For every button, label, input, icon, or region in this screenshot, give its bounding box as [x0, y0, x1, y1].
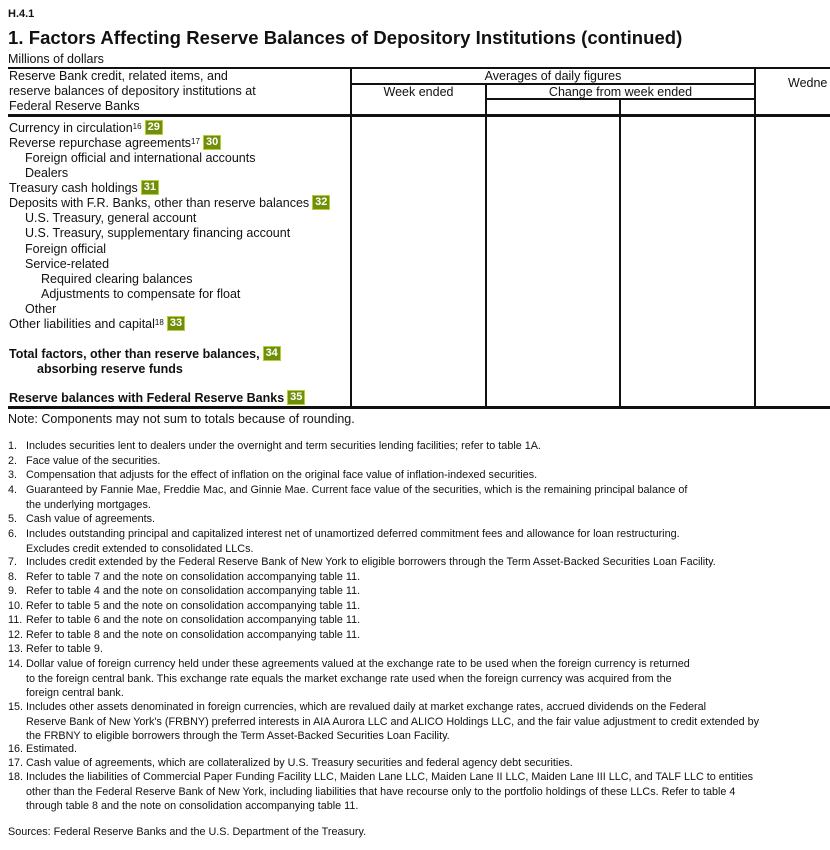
row-number-badge: 29 — [145, 120, 163, 135]
footnote-number: 4. — [8, 484, 18, 496]
column-divider-3 — [619, 99, 621, 408]
footnote-text: the FRBNY to eligible borrowers through the Term Asset-Backed Securities Loan Facility. — [26, 730, 450, 743]
row-number-badge: 32 — [312, 195, 330, 210]
footnote-text: Includes securities lent to dealers under the overnight and term securities lending facilities; refer to table 1A. — [26, 440, 541, 452]
footnote-text: foreign central bank. — [26, 687, 124, 700]
footnote-item — [8, 454, 160, 469]
footnote-text: Includes the liabilities of Commercial Paper Funding Facility LLC, Maiden Lane LLC, Maiden Lane II LLC, Maiden Lane III LLC, and TALF LLC to entities — [26, 771, 753, 783]
table-row: Required clearing balances — [41, 272, 193, 286]
footnote-text: Excludes credit extended to consolidated LLCs. — [26, 542, 254, 555]
footnote-number: 10. — [8, 600, 24, 612]
footnote-number: 6. — [8, 528, 18, 540]
footnote-item — [8, 642, 103, 657]
table-row: U.S. Treasury, general account — [25, 211, 197, 225]
row-label: Reserve balances with Federal Reserve Banks — [9, 391, 285, 405]
row-number-badge: 31 — [141, 180, 159, 195]
total-factors-row — [9, 347, 281, 362]
table-row: Service-related — [25, 257, 110, 271]
footnote-item — [8, 468, 537, 483]
column-header-wednesday: Wedne — [788, 76, 828, 90]
footnote-number: 14. — [8, 658, 24, 670]
footnote-number: 12. — [8, 629, 24, 641]
footnote-text: Refer to table 4 and the note on consolidation accompanying table 11. — [26, 585, 361, 597]
footnote-text: through table 8 and the note on consolidation accompanying table 11. — [26, 800, 359, 813]
footnote-text: Refer to table 8 and the note on consolidation accompanying table 11. — [26, 629, 361, 641]
footnote-item — [8, 599, 360, 614]
footnote-number: 5. — [8, 513, 18, 525]
row-number-badge: 35 — [287, 390, 305, 405]
footnote-number: 7. — [8, 556, 18, 568]
footnote-number: 17. — [8, 757, 24, 769]
table-row: Other — [25, 302, 57, 316]
row-label: Deposits with F.R. Banks, other than reserve balances — [9, 196, 310, 210]
column-divider-2 — [485, 84, 487, 408]
rounding-note: Note: Components may not sum to totals because of rounding. — [8, 412, 355, 426]
header-bottom-border — [8, 114, 830, 117]
stub-header-line: reserve balances of depository institutions at — [9, 84, 256, 98]
footnote-text: Includes credit extended by the Federal Reserve Bank of New York to eligible borrowers through the Term Asset-Backed Securities Loan Facility. — [26, 556, 716, 568]
footnote-ref: 16 — [132, 122, 142, 131]
footnote-text: to the foreign central bank. This exchange rate equals the market exchange rate used when the foreign currency was acquired from the — [26, 672, 672, 685]
table-row — [9, 181, 159, 196]
footnote-number: 16. — [8, 743, 24, 755]
footnote-number: 15. — [8, 701, 24, 713]
footnote-number: 13. — [8, 643, 24, 655]
footnote-item — [8, 613, 360, 628]
row-number-badge: 34 — [263, 346, 281, 361]
row-number-badge: 33 — [167, 316, 185, 331]
reserve-balances-row — [9, 391, 305, 406]
footnote-item — [8, 756, 573, 771]
table-row: Foreign official — [25, 242, 107, 256]
footnote-text: Refer to table 6 and the note on consolidation accompanying table 11. — [26, 614, 361, 626]
footnote-number: 3. — [8, 469, 18, 481]
footnote-text: the underlying mortgages. — [26, 498, 151, 511]
footnote-item — [8, 742, 77, 757]
footnote-text: Refer to table 9. — [26, 643, 103, 655]
footnote-item — [8, 483, 687, 512]
row-label: Total factors, other than reserve balances, — [9, 347, 260, 361]
footnote-text: Dollar value of foreign currency held under these agreements valued at the exchange rate to be used when the foreign currency is returned — [26, 658, 690, 670]
footnote-text: Refer to table 7 and the note on consolidation accompanying table 11. — [26, 571, 361, 583]
footnote-text: Includes outstanding principal and capitalized interest net of unamortized deferred commitment fees and allowance for loan restructuring. — [26, 528, 680, 540]
row-label: Other liabilities and capital — [9, 317, 155, 331]
footnote-item — [8, 584, 360, 599]
column-header-week-ended: Week ended — [383, 85, 454, 99]
footnote-item — [8, 512, 155, 527]
footnote-item — [8, 628, 360, 643]
table-row — [9, 136, 221, 151]
column-divider-1 — [350, 67, 352, 408]
table-row — [9, 121, 163, 136]
footnote-text: Guaranteed by Fannie Mae, Freddie Mac, and Ginnie Mae. Current face value of the securities, which is the remaining principal balance of — [26, 484, 688, 496]
footnote-text: Compensation that adjusts for the effect of inflation on the original face value of inflation-indexed securities. — [26, 469, 538, 481]
footnote-number: 18. — [8, 771, 24, 783]
table-row — [9, 317, 185, 332]
sources-line: Sources: Federal Reserve Banks and the U.S. Department of the Treasury. — [8, 826, 367, 838]
footnote-number: 9. — [8, 585, 18, 597]
column-divider-4 — [754, 67, 756, 408]
footnote-text: Cash value of agreements, which are collateralized by U.S. Treasury securities and federal agency debt securities. — [26, 757, 573, 769]
footnote-item — [8, 770, 753, 814]
table-row — [9, 196, 330, 211]
footnote-item — [8, 555, 716, 570]
footnote-text: Includes other assets denominated in foreign currencies, which are revalued daily at market exchange rates, accrued dividends on the Federal — [26, 701, 706, 713]
table-row: Dealers — [25, 166, 69, 180]
footnote-item — [8, 657, 690, 701]
table-row: U.S. Treasury, supplementary financing account — [25, 226, 291, 240]
row-label: Treasury cash holdings — [9, 181, 138, 195]
footnote-number: 1. — [8, 440, 18, 452]
footnote-item — [8, 527, 680, 556]
stub-header-line: Federal Reserve Banks — [9, 99, 140, 113]
units-label: Millions of dollars — [8, 52, 104, 66]
table-row: Foreign official and international accounts — [25, 151, 256, 165]
footnote-text: Face value of the securities. — [26, 455, 161, 467]
footnote-text: Reserve Bank of New York's (FRBNY) preferred interests in AIA Aurora LLC and ALICO Holdings LLC, and the fair value adjustment to credit extended by — [26, 715, 760, 728]
column-header-change-from: Change from week ended — [548, 85, 693, 99]
table-bottom-border — [8, 406, 830, 409]
footnote-item — [8, 439, 541, 454]
release-code: H.4.1 — [8, 8, 35, 20]
footnote-text: Cash value of agreements. — [26, 513, 156, 525]
footnote-ref: 18 — [154, 318, 164, 327]
footnote-ref: 17 — [191, 137, 200, 146]
stub-header — [9, 69, 256, 114]
column-group-header: Averages of daily figures — [484, 69, 622, 83]
footnote-number: 11. — [8, 614, 23, 626]
footnote-text: Estimated. — [26, 743, 78, 755]
footnote-text: Refer to table 5 and the note on consolidation accompanying table 11. — [26, 600, 361, 612]
footnote-number: 8. — [8, 571, 18, 583]
footnote-item — [8, 570, 360, 585]
footnote-item — [8, 700, 759, 744]
row-label: Currency in circulation — [9, 121, 133, 135]
row-label: Reverse repurchase agreements — [9, 136, 192, 150]
total-factors-row-cont: absorbing reserve funds — [37, 362, 183, 376]
page-title: 1. Factors Affecting Reserve Balances of Depository Institutions (continued) — [8, 27, 683, 48]
stub-header-line: Reserve Bank credit, related items, and — [9, 69, 228, 83]
table-row: Adjustments to compensate for float — [41, 287, 241, 301]
footnote-number: 2. — [8, 455, 18, 467]
footnote-text: other than the Federal Reserve Bank of New York, including liabilities that have recourse only to the portfolio holdings of these LLCs. Refer to table 4 — [26, 785, 736, 798]
row-number-badge: 30 — [203, 135, 221, 150]
